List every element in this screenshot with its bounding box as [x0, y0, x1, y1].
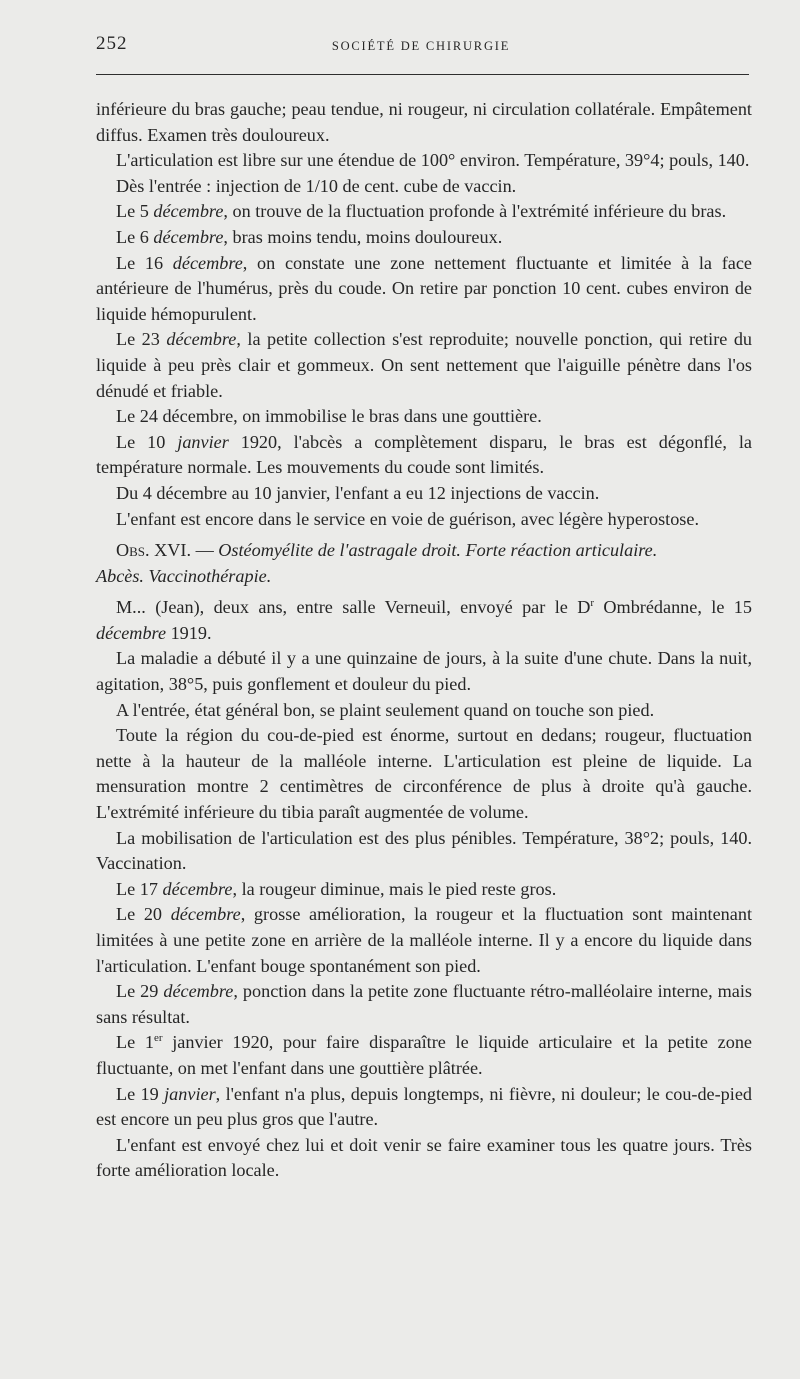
paragraph: A l'entrée, état général bon, se plaint seulement quand on touche son pied.: [116, 699, 655, 720]
observation-label: Obs. XVI.: [116, 540, 192, 561]
observation-title: Ostéomyélite de l'astragale droit. Forte réaction articulaire.: [218, 540, 658, 561]
paragraph: M... (Jean), deux ans, entre salle Verneuil, envoyé par le $D^r$ Ombrédanne, le 15 décembre 1919.: [96, 597, 752, 643]
paragraph: L'enfant est encore dans le service en voie de guérison, avec légère hyperostose.: [116, 508, 700, 529]
paragraph: Le 1er janvier 1920, pour faire disparaître le liquide articulaire et la petite zone fluctuante, on met l'enfant dans une gouttière plâtrée.: [96, 1032, 753, 1078]
paragraph: La mobilisation de l'articulation est des plus pénibles. Température, 38°2; pouls, 140. Vaccination.: [96, 827, 752, 874]
paragraph: Le 23 décembre, la petite collection s'est reproduite; nouvelle ponction, qui retire du liquide à peu près clair et gommeux. On sent nettement que l'aiguille pénètre dans l'os dénudé et friable.: [96, 329, 753, 401]
paragraph: Le 10 janvier 1920, l'abcès a complètement disparu, le bras est dégonflé, la température normale. Les mouvements du coude sont limités.: [96, 431, 752, 478]
paragraph: La maladie a débuté il y a une quinzaine de jours, à la suite d'une chute. Dans la nuit, agitation, 38°5, puis gonflement et douleur du pied.: [96, 648, 752, 695]
header-rule: [96, 74, 749, 75]
paragraph: L'articulation est libre sur une étendue de 100° environ. Température, 39°4; pouls, 140.: [116, 150, 750, 171]
paragraph: inférieure du bras gauche; peau tendue, ni rougeur, ni circulation collatérale. Empâtement diffus. Examen très douloureux.: [96, 99, 752, 145]
body-text: [96, 97, 752, 1184]
paragraph: Le 17 décembre, la rougeur diminue, mais le pied reste gros.: [116, 878, 557, 899]
page-number: 252: [96, 33, 128, 54]
paragraph: Toute la région du cou-de-pied est énorme, surtout en dedans; rougeur, fluctuation nette à la hauteur de la malléole interne. L'articulation est pleine de liquide. La mensuration montre 2 centimètres de circonférence de plus à droite qu'à gauche. L'extrémité inférieure du tibia paraît augmentée de volume.: [96, 725, 752, 823]
paragraph: Le 29 décembre, ponction dans la petite zone fluctuante rétro-malléolaire interne, mais sans résultat.: [96, 981, 752, 1027]
paragraph: Du 4 décembre au 10 janvier, l'enfant a eu 12 injections de vaccin.: [116, 482, 600, 503]
paragraph: Le 6 décembre, bras moins tendu, moins douloureux.: [116, 226, 503, 247]
paragraph: L'enfant est envoyé chez lui et doit venir se faire examiner tous les quatre jours. Très forte amélioration locale.: [96, 1134, 752, 1181]
paragraph: Le 16 décembre, on constate une zone nettement fluctuante et limitée à la face antérieure de l'humérus, près du coude. On retire par ponction 10 cent. cubes environ de liquide hémopurulent.: [96, 252, 752, 324]
paragraph: Le 24 décembre, on immobilise le bras dans une gouttière.: [116, 406, 542, 427]
page-header: [96, 33, 746, 63]
paragraph: Dès l'entrée : injection de 1/10 de cent. cube de vaccin.: [116, 175, 517, 196]
paragraph: Le 20 décembre, grosse amélioration, la rougeur et la fluctuation sont maintenant limitées à une petite zone en arrière de la malléole interne. Il y a encore du liquide dans l'articulation. L'enfant bouge spontanément son pied.: [96, 904, 752, 976]
observation-heading: Obs. XVI. — Ostéomyélite de l'astragale droit. Forte réaction articulaire.: [116, 540, 658, 561]
paragraph: Le 5 décembre, on trouve de la fluctuation profonde à l'extrémité inférieure du bras.: [116, 201, 727, 222]
paragraph: Le 19 janvier, l'enfant n'a plus, depuis longtemps, ni fièvre, ni douleur; le cou-de-pied est encore un peu plus gros que l'autre.: [96, 1083, 752, 1130]
observation-heading-cont: Abcès. Vaccinothérapie.: [96, 565, 272, 586]
running-title: SOCIÉTÉ DE CHIRURGIE: [331, 39, 511, 53]
